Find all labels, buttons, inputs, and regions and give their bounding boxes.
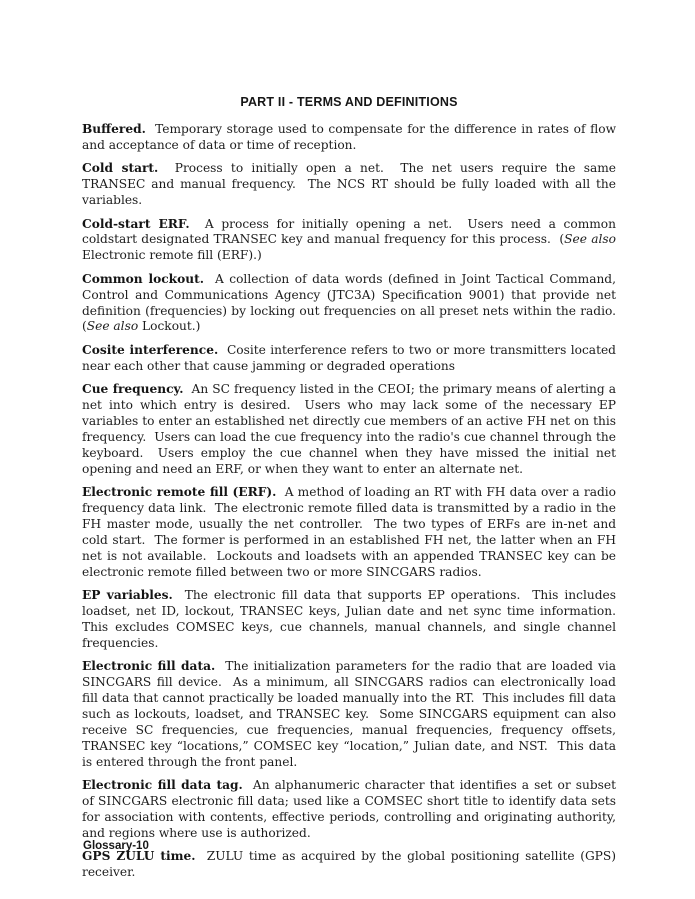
glossary-entry: EP variables. The electronic fill data that supports EP operations. This includes loadset, net ID, lockout, TRANSEC keys, Julian date and net sync time information. This excludes COMSEC keys, cue channels, manual channels, and single channel frequencies. xyxy=(82,588,624,650)
see-also-label: See also xyxy=(564,232,616,247)
term-label: Electronic fill data tag. xyxy=(82,778,243,793)
see-also-label: See also xyxy=(86,319,139,334)
term-label: Common lockout. xyxy=(82,271,204,286)
glossary-entry: Buffered. Temporary storage used to compensate for the difference in rates of flow and acceptance of data or time of reception. xyxy=(82,122,620,152)
page-number: Glossary-10 xyxy=(83,840,149,852)
term-label: Electronic remote fill (ERF). xyxy=(82,485,277,500)
glossary-entry: Electronic fill data. The initialization parameters for the radio that are loaded via SINCGARS fill device. As a minimum, all SINCGARS radios can electronically load fill data that cannot practically be loaded manually into the RT. This includes fill data such as lockouts, loadset, and TRANSEC key. Some SINCGARS equipment can also receive SC frequencies, cue frequencies, manual frequencies, frequency offsets, TRANSEC key “locations,” COMSEC key “location,” Julian date, and NST. This data is entered through the front panel. xyxy=(82,659,620,769)
term-label: GPS ZULU time. xyxy=(82,849,196,864)
term-label: Electronic fill data. xyxy=(82,659,216,674)
glossary-entry: Cue frequency. An SC frequency listed in the CEOI; the primary means of alerting a net into which entry is desired. Users who may lack some of the necessary EP variables to enter an established net directly cue members of an active FH net on this frequency. Users can load the cue frequency into the radio's cue channel through the keyboard. Users employ the cue channel when they have missed the initial net opening and need an ERF, or when they want to enter an alternate net. xyxy=(82,382,620,476)
glossary-entry: Cosite interference. Cosite interference refers to two or more transmitters located near each other that cause jamming or degraded operations xyxy=(82,342,620,373)
term-label: Cosite interference. xyxy=(82,342,219,357)
page-content xyxy=(82,95,624,888)
term-label: Cold-start ERF. xyxy=(82,216,190,231)
glossary-entries xyxy=(82,122,624,881)
term-label: Cue frequency. xyxy=(82,382,184,397)
glossary-entry: Common lockout. A collection of data words (defined in Joint Tactical Command, Control and Communications Agency (JTC3A) Specification 9001) that provide net definition (frequencies) by locking out frequencies on all preset nets within the radio. (See also Lockout.) xyxy=(82,271,624,334)
glossary-entry: Cold start. Process to initially open a net. The net users require the same TRANSEC and manual frequency. The NCS RT should be fully loaded with all the variables. xyxy=(82,161,620,208)
glossary-entry: Electronic remote fill (ERF). A method of loading an RT with FH data over a radio frequency data link. The electronic remote filled data is transmitted by a radio in the FH master mode, usually the net controller. The two types of ERFs are in-net and cold start. The former is performed in an established FH net, the latter when an FH net is not available. Lockouts and loadsets with an appended TRANSEC key can be electronic remote filled between two or more SINCGARS radios. xyxy=(82,485,620,579)
page-title: PART II - TERMS AND DEFINITIONS xyxy=(240,95,458,109)
glossary-entry: GPS ZULU time. ZULU time as acquired by the global positioning satellite (GPS) receiver. xyxy=(82,849,620,880)
term-label: EP variables. xyxy=(82,588,173,603)
glossary-entry: Cold-start ERF. A process for initially opening a net. Users need a common coldstart designated TRANSEC key and manual frequency for this process. (See also Electronic remote fill (ERF).) xyxy=(82,216,620,263)
glossary-entry: Electronic fill data tag. An alphanumeric character that identifies a set or subset of SINCGARS electronic fill data; used like a COMSEC short title to identify data sets for association with contents, effective periods, controlling and originating authority, and regions where use is authorized. xyxy=(82,778,620,840)
term-label: Cold start. xyxy=(82,161,159,176)
term-label: Buffered. xyxy=(82,122,146,136)
